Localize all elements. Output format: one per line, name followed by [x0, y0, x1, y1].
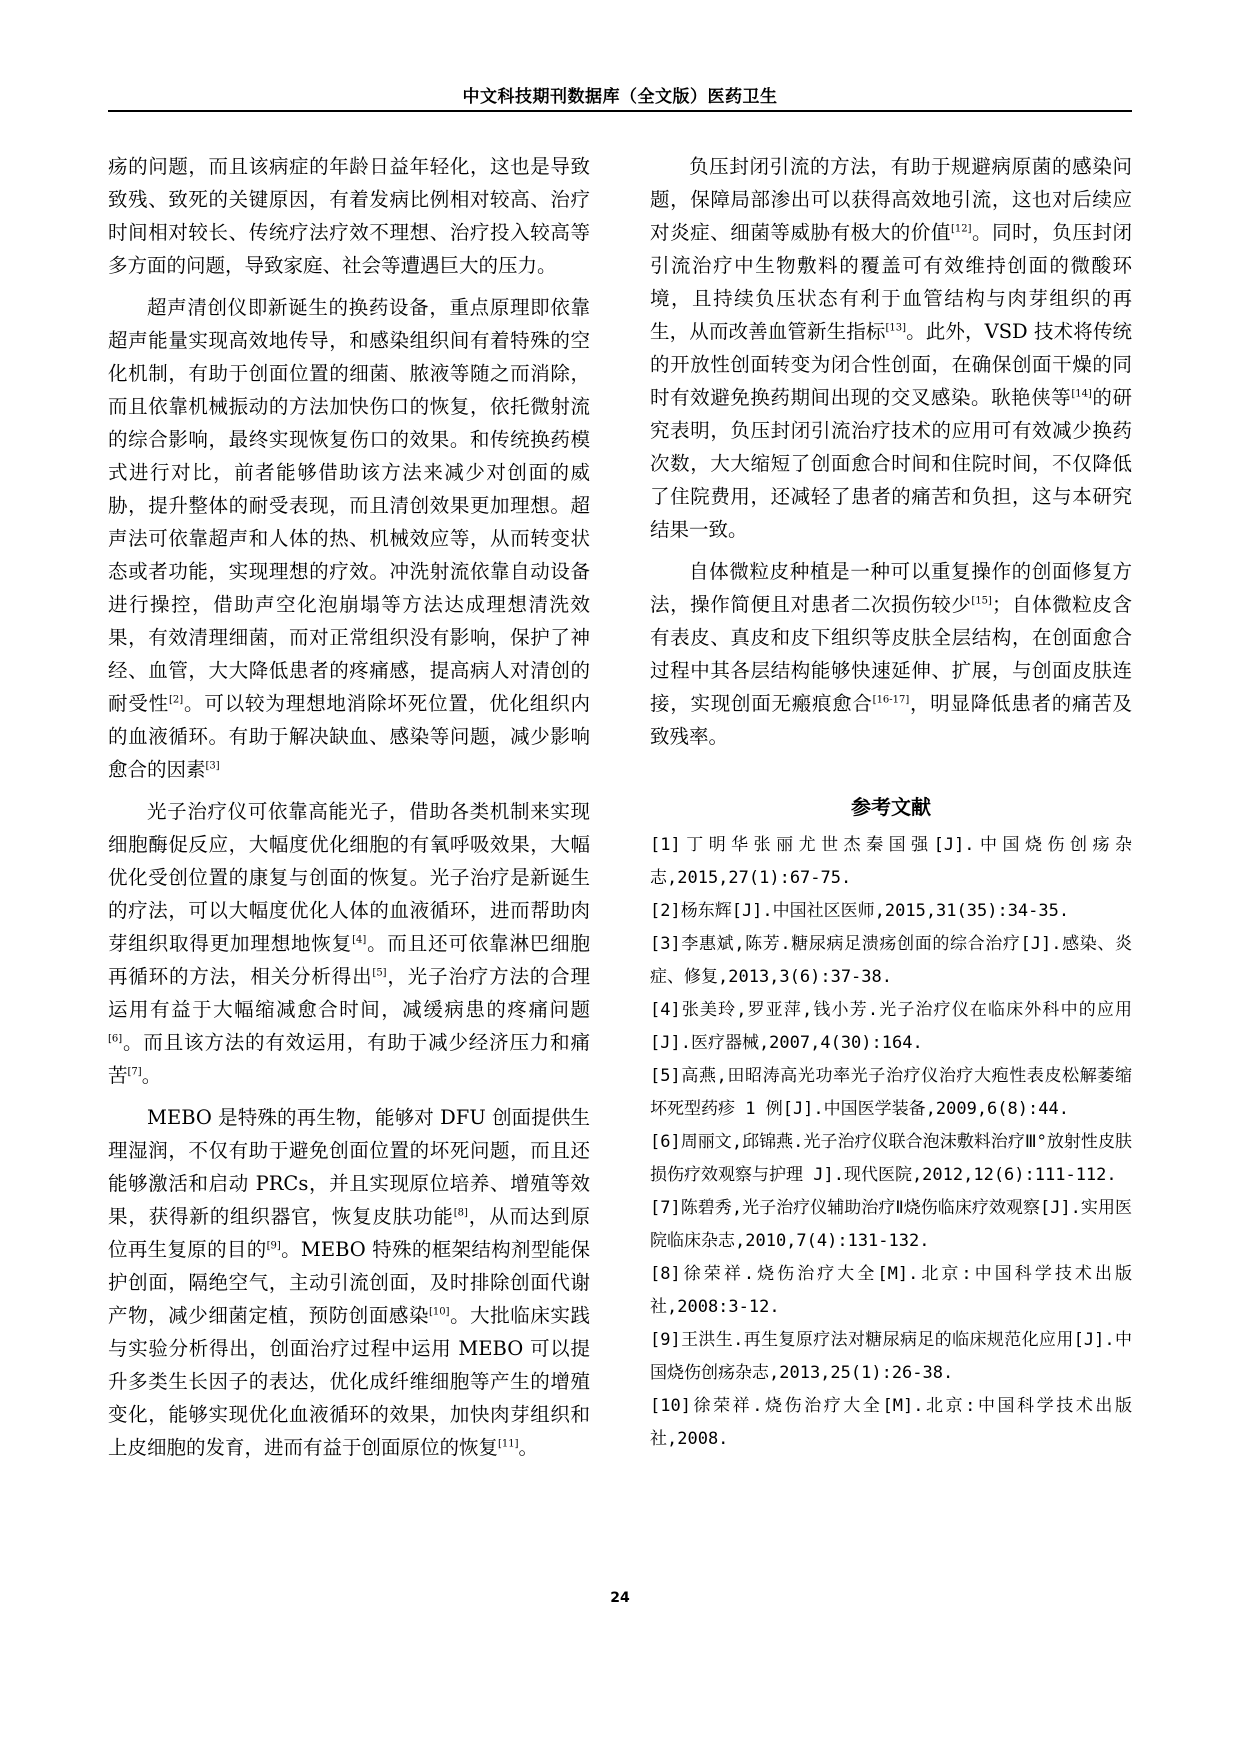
reference-item: [5]高燕,田昭涛高光功率光子治疗仪治疗大疱性表皮松解萎缩坏死型药疹 1 例[J].中国医学装备,2009,6(8):44. [650, 1066, 1132, 1119]
citation-marker: [11] [498, 1438, 519, 1450]
body-paragraph: MEBO 是特殊的再生物，能够对 DFU 创面提供生理湿润，不仅有助于避免创面位置的坏死问题，而且还能够激活和启动 PRCs，并且实现原位培养、增殖等效果，获得新的组织器官，恢复皮肤功能[8]，从而达到原位再生复原的目的[9]。MEBO 特殊的框架结构剂型能保护创面，隔绝空气，主动引流创面，及时排除创面代谢产物，减少细菌定植，预防创面感染[10]。大批临床实践与实验分析得出，创面治疗过程中运用 MEBO 可以提升多类生长因子的表达，优化成纤维细胞等产生的增殖变化，能够实现优化血液循环的效果，加快肉芽组织和上皮细胞的发育，进而有益于创面原位的恢复[11]。 [108, 1106, 590, 1459]
citation-marker: [13] [885, 322, 906, 334]
body-paragraph: 疡的问题，而且该病症的年龄日益年轻化，这也是导致致残、致死的关键原因，有着发病比例相对较高、治疗时间相对较长、传统疗法疗效不理想、治疗投入较高等多方面的问题，导致家庭、社会等遭遇巨大的压力。 [108, 155, 590, 277]
body-paragraph: 光子治疗仪可依靠高能光子，借助各类机制来实现细胞酶促反应，大幅度优化细胞的有氧呼吸效果，大幅优化受创位置的康复与创面的恢复。光子治疗是新诞生的疗法，可以大幅度优化人体的血液循环，进而帮助肉芽组织取得更加理想地恢复[4]。而且还可依靠淋巴细胞再循环的方法，相关分析得出[5]，光子治疗方法的合理运用有益于大幅缩减愈合时间，减缓病患的疼痛问题[6]。而且该方法的有效运用，有助于减少经济压力和痛苦[7]。 [108, 800, 590, 1087]
reference-item: [8]徐荣祥.烧伤治疗大全[M].北京:中国科学技术出版社,2008:3-12. [650, 1264, 1132, 1317]
right-column [650, 150, 1132, 1456]
reference-item: [7]陈碧秀,光子治疗仪辅助治疗Ⅱ烧伤临床疗效观察[J].实用医院临床杂志,2010,7(4):131-132. [650, 1198, 1132, 1251]
citation-marker: [2] [169, 694, 184, 706]
citation-marker: [5] [372, 967, 387, 979]
references-list [650, 829, 1132, 1456]
references-heading: 参考文献 [851, 795, 931, 819]
citation-marker: [12] [950, 223, 972, 235]
reference-item: [2]杨东辉[J].中国社区医师,2015,31(35):34-35. [650, 901, 1070, 921]
citation-marker: [7] [127, 1066, 142, 1078]
citation-marker: [8] [453, 1207, 468, 1219]
body-paragraph: 超声清创仪即新诞生的换药设备，重点原理即依靠超声能量实现高效地传导，和感染组织间有着特殊的空化机制，有助于创面位置的细菌、脓液等随之而消除，而且依靠机械振动的方法加快伤口的恢复，依托微射流的综合影响，最终实现恢复伤口的效果。和传统换药模式进行对比，前者能够借助该方法来减少对创面的威胁，提升整体的耐受表现，而且清创效果更加理想。超声法可依靠超声和人体的热、机械效应等，从而转变状态或者功能，实现理想的疗效。冲洗射流依靠自动设备进行操控，借助声空化泡崩塌等方法达成理想清洗效果，有效清理细菌，而对正常组织没有影响，保护了神经、血管，大大降低患者的疼痛感，提高病人对清创的耐受性[2]。可以较为理想地消除坏死位置，优化组织内的血液循环。有助于解决缺血、感染等问题，减少影响愈合的因素[3] [108, 296, 590, 781]
body-paragraph: 负压封闭引流的方法，有助于规避病原菌的感染问题，保障局部渗出可以获得高效地引流，这也对后续应对炎症、细菌等威胁有极大的价值[12]。同时，负压封闭引流治疗中生物敷料的覆盖可有效维持创面的微酸环境，且持续负压状态有利于血管结构与肉芽组织的再生，从而改善血管新生指标[13]。此外，VSD 技术将传统的开放性创面转变为闭合性创面，在确保创面干燥的同时有效避免换药期间出现的交叉感染。耿艳侠等[14]的研究表明，负压封闭引流治疗技术的应用可有效减少换药次数，大大缩短了创面愈合时间和住院时间，不仅降低了住院费用，还减轻了患者的痛苦和负担，这与本研究结果一致。 [650, 155, 1132, 541]
reference-item: [10]徐荣祥.烧伤治疗大全[M].北京:中国科学技术出版社,2008. [650, 1396, 1132, 1449]
left-column [108, 150, 590, 1473]
reference-item: [3]李惠斌,陈芳.糖尿病足溃疡创面的综合治疗[J].感染、炎症、修复,2013,3(6):37-38. [650, 934, 1132, 987]
body-paragraph: 自体微粒皮种植是一种可以重复操作的创面修复方法，操作简便且对患者二次损伤较少[15]；自体微粒皮含有表皮、真皮和皮下组织等皮肤全层结构，在创面愈合过程中其各层结构能够快速延伸、扩展，与创面皮肤连接，实现创面无瘢痕愈合[16-17]，明显降低患者的痛苦及致残率。 [650, 560, 1132, 748]
reference-item: [6]周丽文,邱锦燕.光子治疗仪联合泡沫敷料治疗Ⅲ°放射性皮肤损伤疗效观察与护理 J].现代医院,2012,12(6):111-112. [650, 1132, 1132, 1185]
citation-marker: [14] [1071, 388, 1092, 400]
citation-marker: [16-17] [872, 694, 910, 706]
citation-marker: [15] [971, 595, 992, 607]
reference-item: [9]王洪生.再生复原疗法对糖尿病足的临床规范化应用[J].中国烧伤创疡杂志,2013,25(1):26-38. [650, 1330, 1132, 1383]
header-divider [108, 110, 1132, 112]
citation-marker: [9] [266, 1240, 281, 1252]
citation-marker: [4] [352, 934, 367, 946]
reference-item: [1]丁明华张丽尤世杰秦国强[J].中国烧伤创疡杂志,2015,27(1):67-75. [650, 835, 1132, 888]
citation-marker: [6] [108, 1033, 123, 1045]
reference-item: [4]张美玲,罗亚萍,钱小芳.光子治疗仪在临床外科中的应用[J].医疗器械,2007,4(30):164. [650, 1000, 1132, 1053]
citation-marker: [3] [205, 760, 220, 772]
citation-marker: [10] [429, 1306, 450, 1318]
page-number: 24 [610, 1590, 630, 1606]
journal-header-title: 中文科技期刊数据库（全文版）医药卫生 [462, 87, 778, 107]
